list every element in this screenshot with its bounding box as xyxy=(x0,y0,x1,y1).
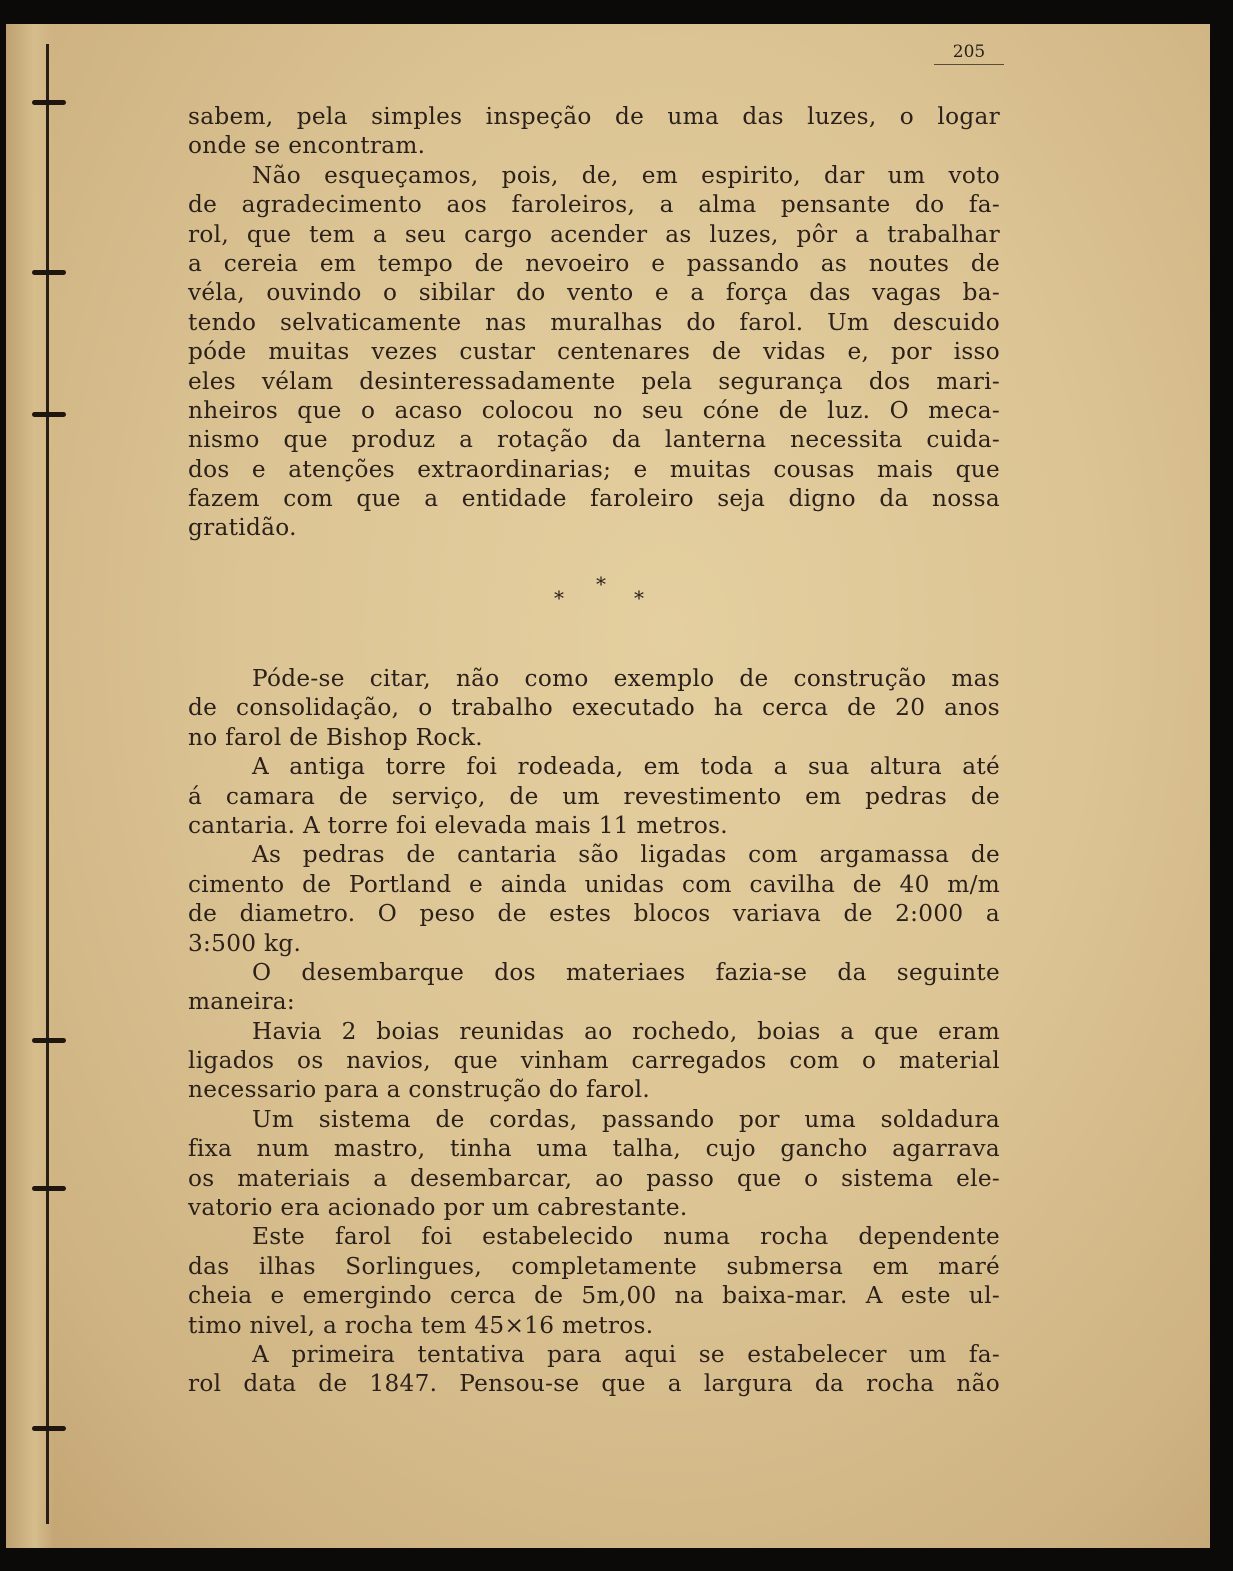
text-line: Não esqueçamos, pois, de, em espirito, dar um voto xyxy=(252,161,1000,189)
text-line: cheia e emergindo cerca de 5m,00 na baixa-mar. A este ul- xyxy=(188,1282,1000,1310)
binding-stitch xyxy=(32,1186,66,1191)
text-line: á camara de serviço, de um revestimento em pedras de xyxy=(188,782,1000,810)
text-line: de agradecimento aos faroleiros, a alma pensante do fa- xyxy=(188,191,1000,219)
text-line: nismo que produz a rotação da lanterna necessita cuida- xyxy=(188,426,1000,454)
text-line: 3:500 kg. xyxy=(188,929,302,957)
text-line: Um sistema de cordas, passando por uma soldadura xyxy=(252,1105,1000,1133)
book-page xyxy=(6,24,1210,1548)
binding-thread-line xyxy=(46,44,49,1524)
text-line: onde se encontram. xyxy=(188,132,426,160)
text-line: Este farol foi estabelecido numa rocha dependente xyxy=(252,1223,1000,1251)
text-line: dos e atenções extraordinarias; e muitas cousas mais que xyxy=(188,455,1000,483)
text-line: maneira: xyxy=(188,988,296,1016)
text-line: rol data de 1847. Pensou-se que a largura da rocha não xyxy=(188,1370,1000,1398)
binding-stitch xyxy=(32,1038,66,1043)
page-number: 205 xyxy=(934,42,1004,65)
text-line: cantaria. A torre foi elevada mais 11 metros. xyxy=(188,811,728,839)
text-line: Havia 2 boias reunidas ao rochedo, boias a que eram xyxy=(252,1017,1000,1045)
text-line: nheiros que o acaso colocou no seu cóne de luz. O meca- xyxy=(188,396,1000,424)
text-line: de diametro. O peso de estes blocos variava de 2:000 a xyxy=(188,900,1000,928)
text-line: ligados os navios, que vinham carregados com o material xyxy=(188,1047,1000,1075)
text-line: necessario para a construção do farol. xyxy=(188,1076,651,1104)
text-line: cimento de Portland e ainda unidas com cavilha de 40 m/m xyxy=(188,870,1000,898)
separator-star: * xyxy=(554,586,564,610)
text-line: O desembarque dos materiaes fazia-se da seguinte xyxy=(252,958,1000,986)
paragraph-block-bottom xyxy=(188,664,1000,1399)
text-line: das ilhas Sorlingues, completamente submersa em maré xyxy=(188,1252,1000,1280)
text-line: rol, que tem a seu cargo acender as luzes, pôr a trabalhar xyxy=(188,220,1000,248)
binding-stitch xyxy=(32,100,66,105)
text-line: eles vélam desinteressadamente pela segurança dos mari- xyxy=(188,367,1000,395)
paragraph-block-top xyxy=(188,102,1000,543)
text-line: fazem com que a entidade faroleiro seja digno da nossa xyxy=(188,485,1000,513)
text-line: sabem, pela simples inspeção de uma das luzes, o logar xyxy=(188,103,1000,130)
binding-stitch xyxy=(32,270,66,275)
binding-stitch xyxy=(32,1426,66,1431)
text-line: véla, ouvindo o sibilar do vento e a força das vagas ba- xyxy=(188,279,1000,307)
text-line: tendo selvaticamente nas muralhas do farol. Um descuido xyxy=(188,308,1000,336)
text-line: os materiais a desembarcar, ao passo que o sistema ele- xyxy=(188,1164,1000,1192)
text-line: As pedras de cantaria são ligadas com argamassa de xyxy=(252,841,1000,869)
text-line: gratidão. xyxy=(188,514,297,542)
text-line: fixa num mastro, tinha uma talha, cujo gancho agarrava xyxy=(188,1135,1000,1163)
binding-stitch xyxy=(32,412,66,417)
text-line: A antiga torre foi rodeada, em toda a sua altura até xyxy=(252,753,1000,781)
text-line: vatorio era acionado por um cabrestante. xyxy=(188,1194,688,1222)
section-separator xyxy=(526,572,666,622)
separator-star: * xyxy=(634,586,644,610)
text-line: timo nivel, a rocha tem 45×16 metros. xyxy=(188,1311,654,1339)
text-line: de consolidação, o trabalho executado ha cerca de 20 anos xyxy=(188,694,1000,722)
text-line: a cereia em tempo de nevoeiro e passando as noutes de xyxy=(188,249,1000,277)
text-line: no farol de Bishop Rock. xyxy=(188,723,483,751)
text-line: Póde-se citar, não como exemplo de construção mas xyxy=(252,665,1000,692)
text-line: A primeira tentativa para aqui se estabelecer um fa- xyxy=(252,1340,1000,1368)
text-line: póde muitas vezes custar centenares de vidas e, por isso xyxy=(188,338,1000,366)
separator-star: * xyxy=(596,572,606,596)
